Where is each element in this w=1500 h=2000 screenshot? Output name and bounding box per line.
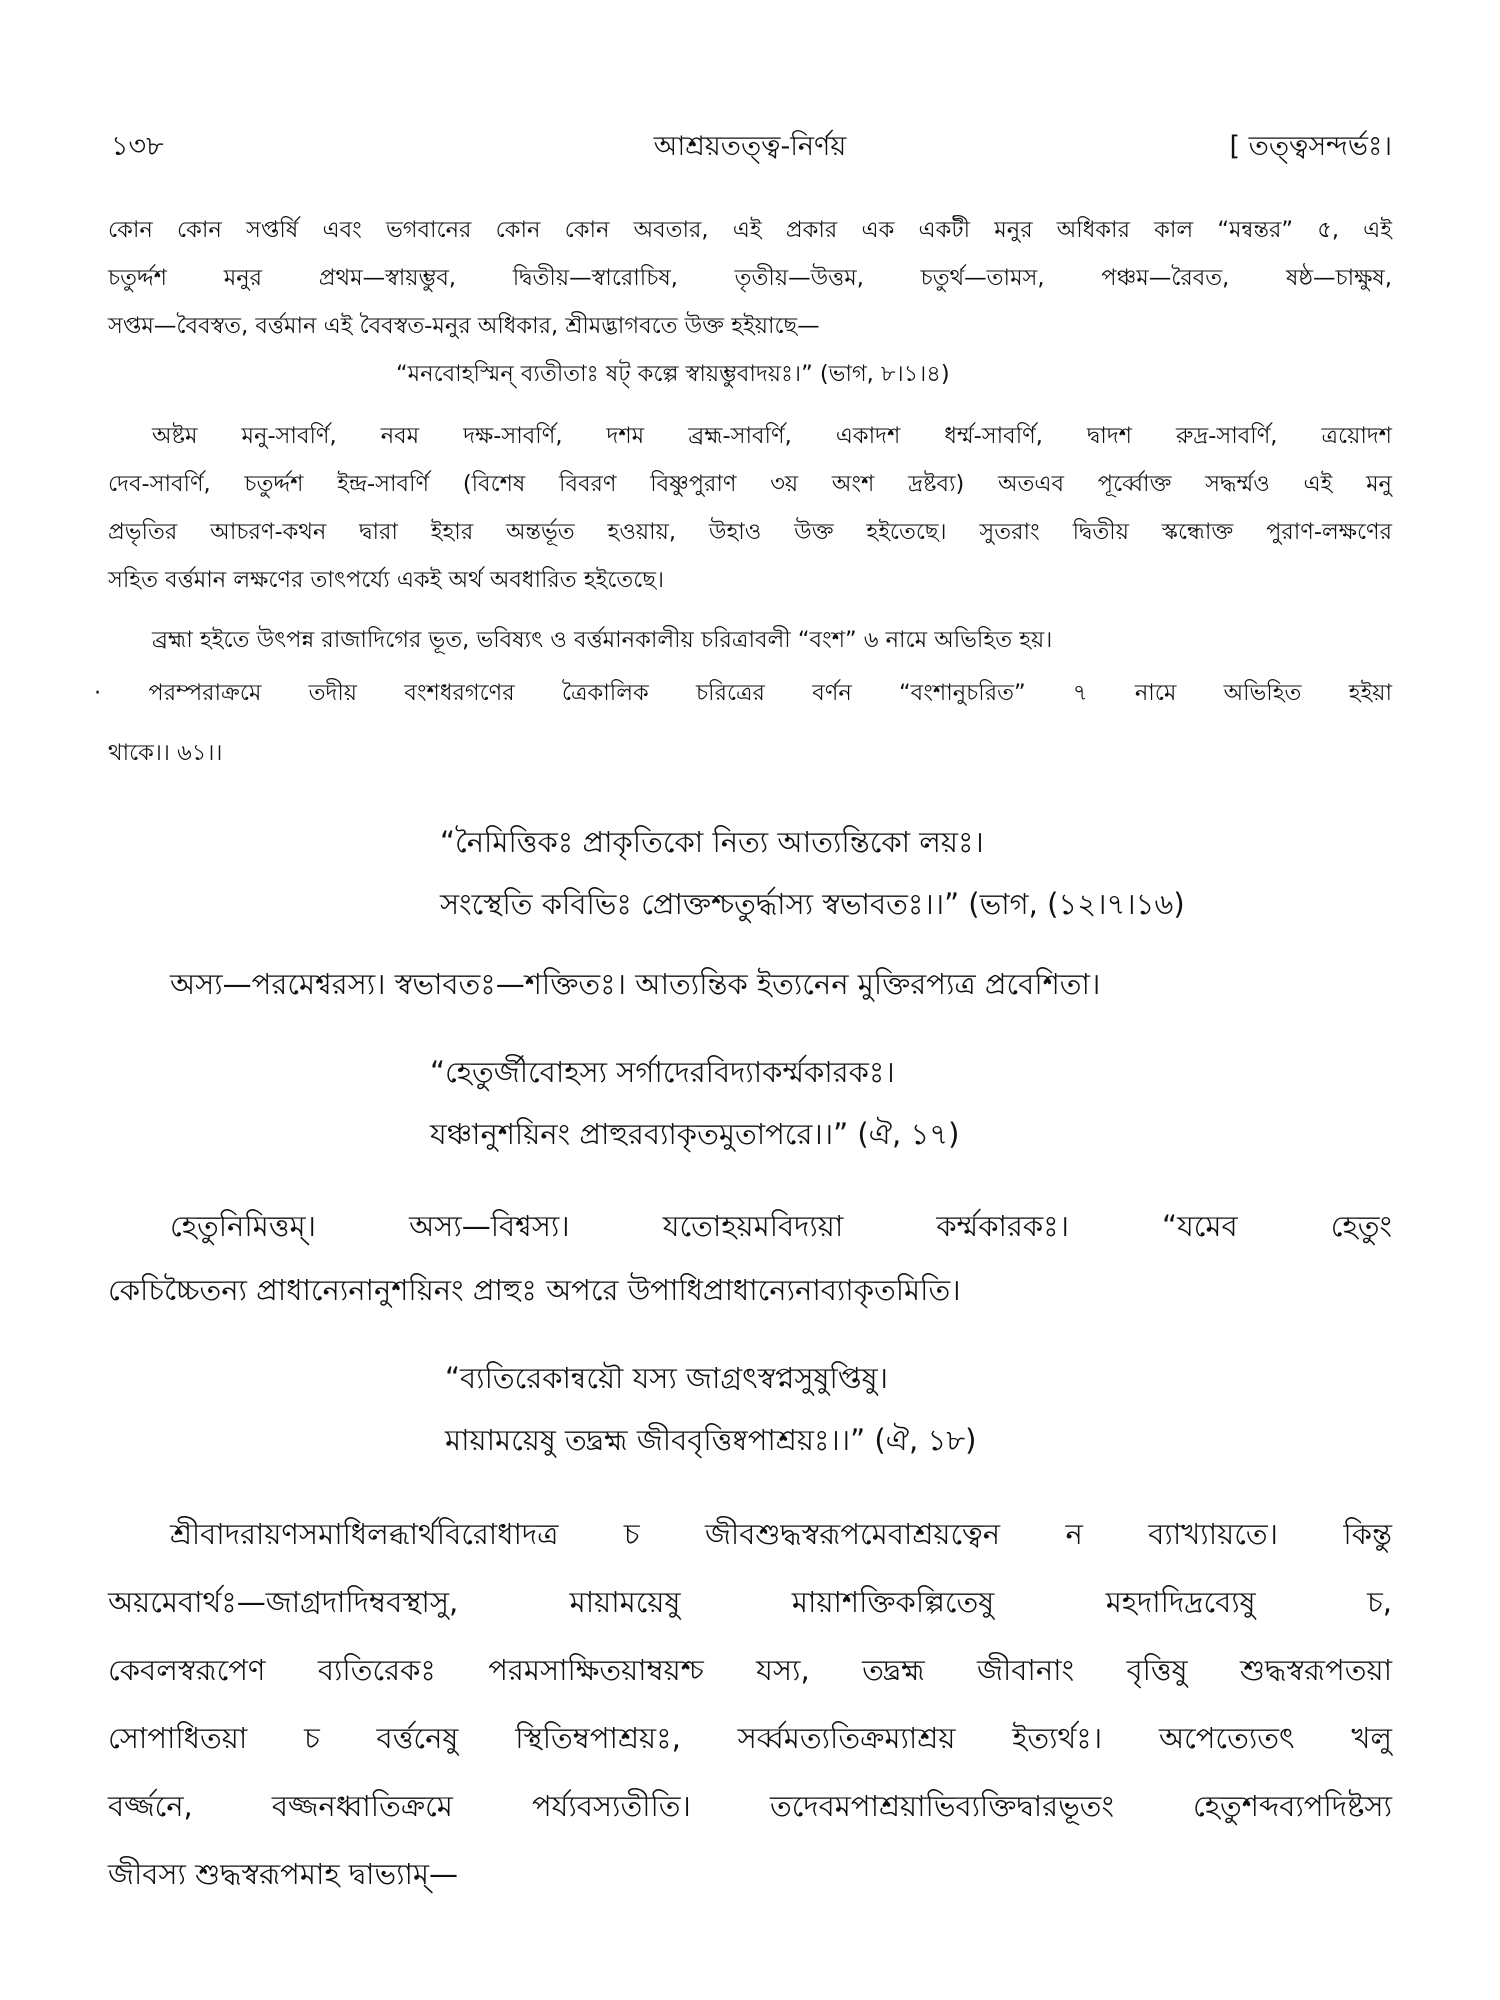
text-line: অষ্টম মনু-সাবর্ণি, নবম দক্ষ-সাবর্ণি, দশম ব্রহ্ম-সাবর্ণি, একাদশ ধর্ম্ম-সাবর্ণি, দ্বাদশ রুদ্র-সাবর্ণি, ত্রয়োদশ	[152, 423, 1392, 449]
commentary-line: বর্জ্জনে, বজ্জনধ্বাতিক্রমে পর্য্যবস্যতীতি। তদেবমপাশ্রয়াভিব্যক্তিদ্বারভূতং হেতুশব্দব্যপদিষ্টস্য	[108, 1789, 1392, 1823]
text-line: দেব-সাবর্ণি, চতুর্দ্দশ ইন্দ্র-সাবর্ণি (বিশেষ বিবরণ বিষ্ণুপুরাণ ৩য় অংশ দ্রষ্টব্য) অতএব পূর্ব্বোক্ত সদ্ধর্ম্মও এই মনু	[108, 471, 1392, 497]
commentary-line: অয়মেবার্থঃ—জাগ্রদাদিম্ববস্থাসু, মায়াময়েষু মায়াশক্তিকল্পিতেষু মহদাদিদ্রব্যেষু চ,	[108, 1585, 1392, 1619]
commentary-line: অস্য—পরমেশ্বরস্য। স্বভাবতঃ—শক্তিতঃ। আত্যন্তিক ইত্যনেন মুক্তিরপ্যত্র প্রবেশিতা।	[170, 967, 1101, 1001]
text-line: · পরম্পরাক্রমে তদীয় বংশধরগণের ত্রৈকালিক চরিত্রের বর্ণন “বংশানুচরিত” ৭ নামে অভিহিত হইয়া	[94, 680, 1392, 706]
text-line: চতুর্দ্দশ মনুর প্রথম—স্বায়ম্ভুব, দ্বিতীয়—স্বারোচিষ, তৃতীয়—উত্তম, চতুর্থ—তামস, পঞ্চম—রৈবত, ষষ্ঠ—চাক্ষুষ,	[108, 265, 1392, 291]
commentary-line: কেবলস্বরূপেণ ব্যতিরেকঃ পরমসাক্ষিতয়াম্বয়শ্চ যস্য, তদ্ব্রহ্ম জীবানাং বৃত্তিষু শুদ্ধস্বরূপতয়া	[108, 1653, 1392, 1687]
verse-line: “ব্যতিরেকান্বয়ৌ যস্য জাগ্রৎস্বপ্নসুষুপ্তিষু।	[445, 1361, 889, 1395]
page-number: ১৩৮	[111, 131, 164, 162]
text-line: সহিত বর্ত্তমান লক্ষণের তাৎপর্য্যে একই অর্থ অবধারিত হইতেছে।	[108, 567, 665, 593]
commentary-line: কেচিচ্চৈতন্য প্রাধান্যেনানুশয়িনং প্রাহুঃ অপরে উপাধিপ্রাধান্যেনাব্যাকৃতমিতি।	[108, 1273, 961, 1307]
text-line: প্রভৃতির আচরণ-কথন দ্বারা ইহার অন্তর্ভূত হওয়ায়, উহাও উক্ত হইতেছে। সুতরাং দ্বিতীয় স্কন্ধোক্ত পুরাণ-লক্ষণের	[108, 519, 1392, 545]
commentary-line: হেতুনিমিত্তম্। অস্য—বিশ্বস্য। যতোহয়মবিদ্যয়া কর্ম্মকারকঃ। “যমেব হেতুং	[170, 1209, 1392, 1243]
verse-line: “হেতুর্জীবোহস্য সর্গাদেরবিদ্যাকর্ম্মকারকঃ।	[430, 1055, 895, 1089]
verse-line: সংস্থেতি কবিভিঃ প্রোক্তশ্চতুর্দ্ধাস্য স্বভাবতঃ।।” (ভাগ, (১২।৭।১৬)	[440, 887, 1185, 921]
verse-line: যঞ্চানুশয়িনং প্রাহুরব্যাকৃতমুতাপরে।।” (ঐ, ১৭)	[430, 1117, 960, 1151]
text-line: সপ্তম—বৈবস্বত, বর্ত্তমান এই বৈবস্বত-মনুর অধিকার, শ্রীমদ্ভাগবতে উক্ত হইয়াছে—	[108, 313, 820, 339]
verse-line: মায়াময়েষু তদ্ব্রহ্ম জীববৃত্তিষ্বপাশ্রয়ঃ।।” (ঐ, ১৮)	[445, 1423, 977, 1457]
verse-line: “নৈমিত্তিকঃ প্রাকৃতিকো নিত্য আত্যন্তিকো লয়ঃ।	[440, 825, 984, 859]
verse-line: “মনবোহস্মিন্ ব্যতীতাঃ ষট্ কল্পে স্বায়ম্ভুবাদয়ঃ।” (ভাগ, ৮।১।৪)	[396, 361, 950, 387]
commentary-line: জীবস্য শুদ্ধস্বরূপমাহ দ্বাভ্যাম্—	[108, 1857, 458, 1891]
commentary-line: শ্রীবাদরায়ণসমাধিলব্ধার্থবিরোধাদত্র চ জীবশুদ্ধস্বরূপমেবাশ্রয়ত্বেন ন ব্যাখ্যায়তে। কিন্তু	[170, 1517, 1392, 1551]
text-line: ব্রহ্মা হইতে উৎপন্ন রাজাদিগের ভূত, ভবিষ্যৎ ও বর্ত্তমানকালীয় চরিত্রাবলী “বংশ” ৬ নামে অভিহিত হয়।	[152, 627, 1053, 653]
text-line: থাকে।। ৬১।।	[108, 740, 223, 766]
commentary-line: সোপাধিতয়া চ বর্ত্তনেষু স্থিতিম্বপাশ্রয়ঃ, সর্ব্বমত্যতিক্রম্যাশ্রয় ইত্যর্থঃ। অপেত্যেতৎ খলু	[108, 1721, 1392, 1755]
section-label: [ তত্ত্বসন্দর্ভঃ।	[1229, 131, 1392, 162]
running-title: আশ্রয়তত্ত্ব-নির্ণয়	[653, 131, 847, 162]
text-line: কোন কোন সপ্তর্ষি এবং ভগবানের কোন কোন অবতার, এই প্রকার এক একটী মনুর অধিকার কাল “মন্বন্তর” ৫, এই	[108, 217, 1392, 243]
